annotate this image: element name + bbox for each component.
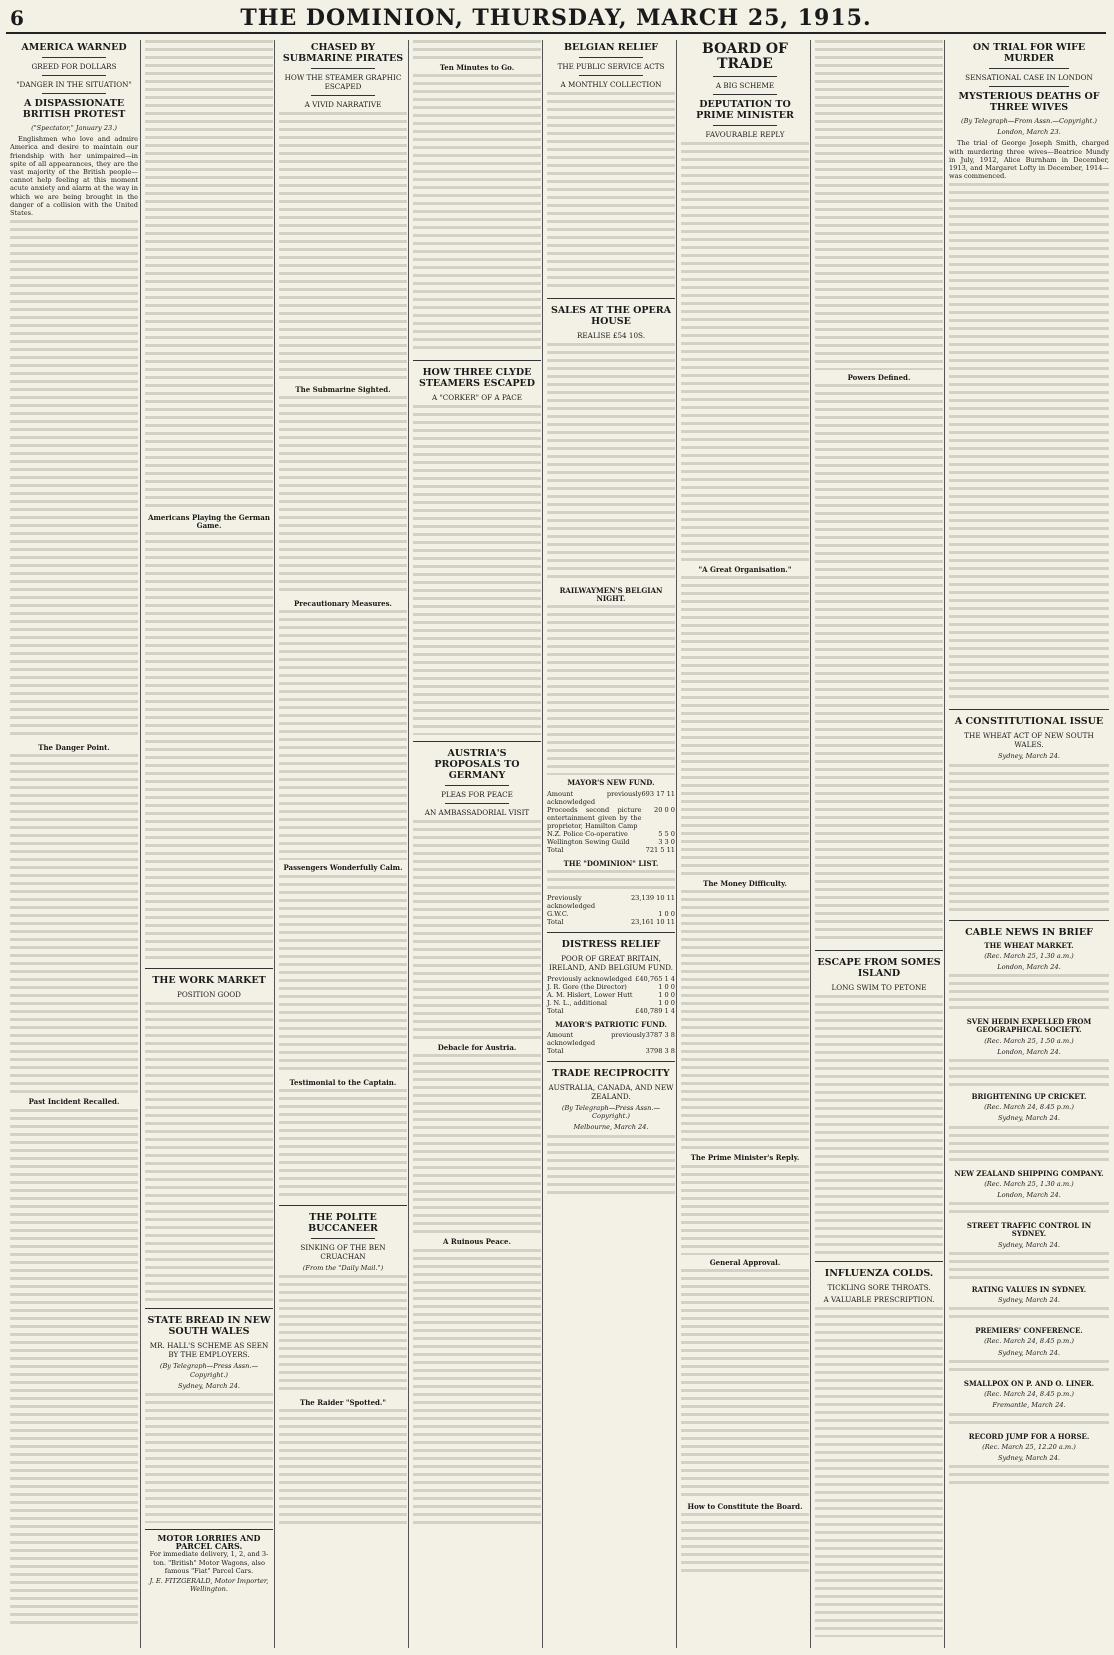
column-7 [810, 40, 947, 1648]
article-paragraph: The trial of George Joseph Smith, charged with murdering three wives—Beatrice Mundy in July, 1912, Alice Burnham in December, 1913, and Margaret Lofty in December, 1914—was commenced. [949, 139, 1109, 181]
body-text-block [10, 1109, 138, 1629]
dateline: Melbourne, March 24. [573, 1123, 649, 1132]
fund-title: MAYOR'S NEW FUND. [567, 778, 655, 788]
ad-body: For immediate delivery, 1, 2, and 3-ton. "British" Motor Wagons, also famous "Fiat" Parcel Cars. [149, 1550, 269, 1575]
article-headline: CHASED BY SUBMARINE PIRATES [282, 42, 404, 64]
article-headline: STATE BREAD IN NEW SOUTH WALES [147, 1315, 271, 1338]
cable-item: SMALLPOX ON P. AND O. LINER. (Rec. March 24, 8.45 p.m.) Fremantle, March 24. [949, 1380, 1109, 1429]
article-subheading: A BIG SCHEME [715, 81, 775, 90]
fund-row: Amount previously acknowledged 693 17 11 [547, 789, 675, 806]
source-line: (By Telegraph—Press Assn.—Copyright.) [159, 1362, 259, 1379]
body-text-block [815, 1307, 943, 1637]
article-headline: AMERICA WARNED [21, 42, 127, 53]
body-text-block [10, 220, 138, 740]
fund-row: J. N. L., additional 1 0 0 [547, 998, 675, 1007]
dateline: Sydney, March 24. [997, 752, 1060, 761]
ad-title: MOTOR LORRIES AND [157, 1533, 261, 1544]
article-headline: HOW THREE CLYDE STEAMERS ESCAPED [418, 367, 536, 390]
article-headline: A CONSTITUTIONAL ISSUE [954, 716, 1104, 728]
cable-item: THE WHEAT MARKET. (Rec. March 25, 1.30 a.m.) London, March 24. [949, 942, 1109, 1015]
body-text-block [681, 1269, 809, 1499]
source-line: (From the "Daily Mail.") [302, 1263, 384, 1272]
article-subheading: A "CORKER" OF A PACE [432, 393, 522, 403]
fund-list [547, 1031, 675, 1055]
cable-item: RATING VALUES IN SYDNEY. Sydney, March 24. [949, 1286, 1109, 1323]
article-subheading: PLEAS FOR PEACE [441, 790, 513, 800]
body-text-block [10, 754, 138, 1094]
section-subhead: A Ruinous Peace. [443, 1237, 511, 1247]
section-subhead: The Money Difficulty. [703, 879, 787, 889]
article-headline: SALES AT THE OPERA HOUSE [550, 305, 672, 327]
section-subhead: General Approval. [709, 1257, 781, 1267]
article-subheading: HOW THE STEAMER GRAPHIC ESCAPED [284, 73, 402, 91]
article-paragraph: Englishmen who love and admire America and desire to maintain our friendship with her unimpaired—in spite of all appearances, they are the vast majority of the British people—cannot help feeling at this moment acute anxiety and alarm at the way in which we are being brought in the danger of a collision with the United States. [10, 135, 138, 218]
fund-row: Total 23,161 10 11 [547, 917, 675, 926]
fund-list [547, 860, 675, 926]
column-2 [140, 40, 277, 1648]
section-subhead: The Submarine Sighted. [295, 385, 391, 394]
fund-row: Previously acknowledged £40,765 1 4 [547, 974, 675, 983]
body-text-block [681, 890, 809, 1150]
body-text-block [681, 1513, 809, 1573]
masthead [6, 4, 1106, 34]
article-subheading: MR. HALL'S SCHEME AS SEEN BY THE EMPLOYERS. [149, 1341, 269, 1360]
body-text-block [279, 610, 407, 860]
body-text-block [145, 1393, 273, 1523]
body-text-block [279, 1089, 407, 1199]
section-subhead: RAILWAYMEN'S BELGIAN NIGHT. [559, 586, 663, 604]
article-subheading: POSITION GOOD [177, 990, 241, 1000]
article-headline: INFLUENZA COLDS. [824, 1268, 934, 1280]
cable-item: NEW ZEALAND SHIPPING COMPANY. (Rec. March 25, 1.30 a.m.) London, March 24. [949, 1170, 1109, 1219]
article-headline: ESCAPE FROM SOMES ISLAND [817, 957, 941, 980]
fund-row: N.Z. Police Co-operative 5 5 0 [547, 829, 675, 838]
section-subhead: Passengers Wonderfully Calm. [283, 863, 403, 873]
fund-list [547, 779, 675, 853]
column-5 [542, 40, 679, 1648]
article-headline: ON TRIAL FOR WIFE MURDER [972, 42, 1086, 64]
fund-row: Amount previously acknowledged 3787 3 8 [547, 1031, 675, 1048]
section-subhead: How to Constitute the Board. [687, 1501, 803, 1511]
body-text-block [413, 74, 541, 354]
body-text-block [547, 343, 675, 583]
section-subhead: The Raider "Spotted." [300, 1398, 386, 1408]
body-text-block [681, 576, 809, 876]
article-subheading: GREED FOR DOLLARS [31, 62, 117, 71]
fund-row: Proceeds second picture entertainment given by the proprietor, Hamilton Camp 20 0 0 [547, 805, 675, 830]
fund-title: THE "DOMINION" LIST. [563, 858, 659, 868]
source-line: (By Telegraph—From Assn.—Copyright.) [961, 117, 1097, 125]
article-headline: TRADE RECIPROCITY [552, 1068, 670, 1080]
body-text-block [547, 870, 675, 894]
section-subhead: Americans Playing the German Game. [148, 513, 270, 531]
body-text-block [547, 605, 675, 775]
fund-row: G.W.C. 1 0 0 [547, 909, 675, 918]
body-text-block [949, 764, 1109, 914]
article-subheading: THE WHEAT ACT OF NEW SOUTH WALES. [964, 731, 1094, 750]
dateline: London, March 23. [997, 128, 1061, 137]
body-text-block [681, 1165, 809, 1255]
article-subheading: FAVOURABLE REPLY [705, 130, 785, 139]
body-text-block [815, 995, 943, 1255]
body-text-block [413, 405, 541, 735]
body-text-block [279, 396, 407, 596]
column-3 [274, 40, 411, 1648]
source-line: (By Telegraph—Press Assn.—Copyright.) [561, 1104, 661, 1121]
body-text-block [949, 183, 1109, 703]
fund-row: Previously acknowledged 23,139 10 11 [547, 893, 675, 910]
article-subheading: AN AMBASSADORIAL VISIT [424, 808, 530, 818]
cable-item: BRIGHTENING UP CRICKET. (Rec. March 24, 8.45 p.m.) Sydney, March 24. [949, 1093, 1109, 1166]
cable-item: PREMIERS' CONFERENCE. (Rec. March 24, 8.45 p.m.) Sydney, March 24. [949, 1327, 1109, 1376]
section-subhead: Debacle for Austria. [437, 1043, 517, 1053]
cable-item: SVEN HEDIN EXPELLED FROM GEOGRAPHICAL SOCIETY. (Rec. March 25, 1.50 a.m.) London, March 24. [949, 1018, 1109, 1089]
article-headline: BELGIAN RELIEF [563, 42, 659, 53]
section-subhead: The Danger Point. [38, 743, 110, 753]
body-text-block [145, 532, 273, 962]
section-subhead: The Prime Minister's Reply. [690, 1153, 800, 1163]
page-number: 6 [10, 6, 24, 30]
section-subhead: Ten Minutes to Go. [439, 63, 515, 72]
section-subhead: Powers Defined. [847, 373, 911, 382]
article-subheading: POOR OF GREAT BRITAIN, IRELAND, AND BELGIUM FUND. [548, 953, 674, 972]
fund-row: Wellington Sewing Guild 3 3 0 [547, 837, 675, 846]
cable-item: STREET TRAFFIC CONTROL IN SYDNEY. Sydney, March 24. [949, 1222, 1109, 1282]
body-text-block [413, 1054, 541, 1234]
article-subheading: TICKLING SORE THROATS. [827, 1283, 931, 1293]
body-text-block [413, 40, 541, 60]
fund-row: Total £40,789 1 4 [547, 1006, 675, 1015]
body-text-block [413, 1249, 541, 1529]
fund-title: MAYOR'S PATRIOTIC FUND. [555, 1019, 667, 1029]
article-subheading: "DANGER IN THE SITUATION" [16, 80, 132, 89]
article-headline: THE POLITE BUCCANEER [308, 1211, 378, 1234]
article-headline: THE WORK MARKET [152, 975, 266, 987]
article-headline: BOARD OF TRADE [702, 41, 788, 72]
body-text-block [145, 40, 273, 510]
body-text-block [145, 1002, 273, 1302]
fund-list [547, 975, 675, 1015]
column-4 [408, 40, 545, 1648]
advertisement [145, 1529, 273, 1593]
dateline: Sydney, March 24. [177, 1381, 240, 1390]
column-1 [6, 40, 142, 1648]
article-subheading: A VALUABLE PRESCRIPTION. [823, 1295, 935, 1305]
article-subheading: THE PUBLIC SERVICE ACTS [557, 62, 665, 71]
article-subheading: AUSTRALIA, CANADA, AND NEW ZEALAND. [548, 1083, 674, 1102]
article-subheading: LONG SWIM TO PETONE [831, 983, 927, 993]
body-text-block [547, 92, 675, 292]
ad-signature: J. E. FITZGERALD, Motor Importer, Wellington. [149, 1577, 269, 1594]
body-text-block [815, 40, 943, 370]
article-headline: CABLE NEWS IN BRIEF [965, 926, 1093, 938]
column-6 [676, 40, 813, 1648]
body-text-block [413, 820, 541, 1040]
source-line: ("Spectator," January 23.) [31, 124, 117, 132]
article-headline: MYSTERIOUS DEATHS OF THREE WIVES [958, 91, 1100, 113]
body-text-block [279, 875, 407, 1075]
body-text-block [681, 142, 809, 562]
article-subheading: SENSATIONAL CASE IN LONDON [965, 73, 1093, 82]
section-subhead: Testimonial to the Captain. [289, 1077, 397, 1087]
article-headline: DEPUTATION TO PRIME MINISTER [696, 99, 794, 121]
newspaper-title: THE DOMINION, THURSDAY, MARCH 25, 1915. [240, 5, 872, 31]
article-subheading: A VIVID NARRATIVE [304, 100, 382, 109]
article-headline: DISTRESS RELIEF [561, 938, 661, 950]
body-text-block [815, 384, 943, 944]
fund-row: Total 3798 3 8 [547, 1047, 675, 1056]
body-text-block [279, 1409, 407, 1529]
fund-row: A. M. Hislert, Lower Hutt 1 0 0 [547, 990, 675, 999]
section-subhead: Precautionary Measures. [294, 599, 392, 609]
fund-row: Total 721 5 11 [547, 845, 675, 854]
section-subhead: Past Incident Recalled. [28, 1097, 120, 1107]
fund-row: J. R. Gore (the Director) 1 0 0 [547, 982, 675, 991]
body-text-block [279, 1275, 407, 1395]
cable-item: RECORD JUMP FOR A HORSE. (Rec. March 25, 12.20 a.m.) Sydney, March 24. [949, 1433, 1109, 1490]
article-headline: AUSTRIA'S PROPOSALS TO GERMANY [434, 748, 520, 782]
article-subheading: SINKING OF THE BEN CRUACHAN [300, 1242, 386, 1261]
article-subheading: A MONTHLY COLLECTION [560, 80, 662, 89]
body-text-block [279, 112, 407, 382]
section-subhead: "A Great Organisation." [698, 565, 792, 574]
body-text-block [547, 1135, 675, 1195]
ad-subtitle: PARCEL CARS. [175, 1541, 243, 1552]
column-8 [944, 40, 1113, 1648]
article-headline: A DISPASSIONATE BRITISH PROTEST [22, 98, 126, 120]
article-subheading: REALISE £54 10S. [576, 331, 646, 340]
